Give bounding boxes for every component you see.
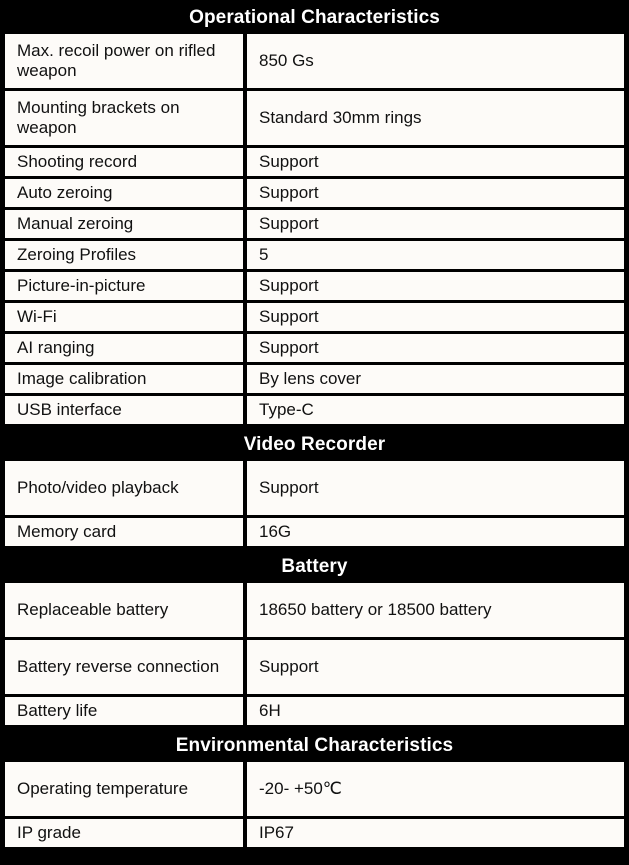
spec-label-text: Mounting brackets on weapon <box>17 97 180 137</box>
spec-label-cell <box>5 583 243 637</box>
table-row <box>0 334 629 365</box>
spec-value-text: Support <box>259 213 319 233</box>
spec-label-cell <box>5 34 243 88</box>
spec-label-cell <box>5 303 243 331</box>
table-row <box>0 303 629 334</box>
spec-label-cell <box>5 640 243 694</box>
spec-label-cell <box>5 179 243 207</box>
table-row <box>0 461 629 518</box>
spec-label-cell <box>5 461 243 515</box>
spec-label-text: Memory card <box>17 521 117 541</box>
spec-value-cell <box>247 179 624 207</box>
table-row <box>0 518 629 549</box>
spec-label-cell <box>5 365 243 393</box>
spec-label-text: IP grade <box>17 822 81 842</box>
section-heading: Video Recorder <box>0 427 629 461</box>
spec-value-cell <box>247 365 624 393</box>
table-row <box>0 583 629 640</box>
table-row <box>0 210 629 241</box>
spec-value-text: By lens cover <box>259 368 362 388</box>
spec-value-cell <box>247 518 624 546</box>
spec-value-cell <box>247 461 624 515</box>
spec-value-text: Support <box>259 477 319 497</box>
table-row <box>0 697 629 728</box>
spec-label-cell <box>5 762 243 816</box>
spec-value-cell <box>247 34 624 88</box>
spec-value-cell <box>247 91 624 145</box>
table-row <box>0 241 629 272</box>
table-row <box>0 762 629 819</box>
table-row <box>0 91 629 148</box>
spec-value-text: Support <box>259 182 319 202</box>
spec-value-text: Support <box>259 151 319 171</box>
spec-value-text: Support <box>259 337 319 357</box>
spec-value-cell <box>247 819 624 847</box>
table-row <box>0 396 629 427</box>
spec-value-text: 5 <box>259 244 269 264</box>
spec-value-text: 850 Gs <box>259 50 314 70</box>
spec-value-cell <box>247 396 624 424</box>
spec-value-text: IP67 <box>259 822 294 842</box>
spec-label-text: Photo/video playback <box>17 477 179 497</box>
spec-value-cell <box>247 334 624 362</box>
spec-value-text: 16G <box>259 521 292 541</box>
spec-label-text: Battery reverse connection <box>17 656 220 676</box>
spec-value-text: -20- +50℃ <box>259 778 342 798</box>
spec-label-cell <box>5 210 243 238</box>
table-row <box>0 34 629 91</box>
spec-label-text: Replaceable battery <box>17 599 169 619</box>
spec-value-cell <box>247 241 624 269</box>
section-heading: Battery <box>0 549 629 583</box>
spec-value-text: Standard 30mm rings <box>259 107 422 127</box>
spec-value-cell <box>247 272 624 300</box>
spec-label-cell <box>5 697 243 725</box>
table-row <box>0 148 629 179</box>
spec-label-text: Battery life <box>17 700 98 720</box>
spec-value-text: 18650 battery or 18500 battery <box>259 599 492 619</box>
spec-label-cell <box>5 91 243 145</box>
spec-label-text: Wi-Fi <box>17 306 57 326</box>
spec-value-cell <box>247 303 624 331</box>
spec-value-text: 6H <box>259 700 281 720</box>
spec-value-cell <box>247 210 624 238</box>
spec-label-text: AI ranging <box>17 337 95 357</box>
spec-label-cell <box>5 334 243 362</box>
table-row <box>0 272 629 303</box>
spec-value-cell <box>247 762 624 816</box>
spec-value-text: Support <box>259 275 319 295</box>
table-row <box>0 640 629 697</box>
spec-label-cell <box>5 396 243 424</box>
spec-label-text: Auto zeroing <box>17 182 113 202</box>
spec-value-cell <box>247 697 624 725</box>
spec-label-text: USB interface <box>17 399 122 419</box>
spec-label-text: Operating temperature <box>17 778 189 798</box>
spec-label-cell <box>5 148 243 176</box>
spec-label-cell <box>5 272 243 300</box>
spec-label-text: Shooting record <box>17 151 138 171</box>
spec-value-text: Type-C <box>259 399 314 419</box>
table-row <box>0 365 629 396</box>
section-heading: Operational Characteristics <box>0 0 629 34</box>
spec-label-text: Image calibration <box>17 368 147 388</box>
spec-label-text: Max. recoil power on rifled weapon <box>17 40 216 80</box>
spec-label-cell <box>5 819 243 847</box>
section-heading: Environmental Characteristics <box>0 728 629 762</box>
spec-label-text: Manual zeroing <box>17 213 134 233</box>
spec-value-cell <box>247 583 624 637</box>
spec-value-cell <box>247 148 624 176</box>
spec-label-text: Picture-in-picture <box>17 275 146 295</box>
spec-label-cell <box>5 241 243 269</box>
spec-label-cell <box>5 518 243 546</box>
spec-value-text: Support <box>259 306 319 326</box>
table-row <box>0 819 629 850</box>
spec-value-text: Support <box>259 656 319 676</box>
spec-label-text: Zeroing Profiles <box>17 244 137 264</box>
spec-value-cell <box>247 640 624 694</box>
table-row <box>0 179 629 210</box>
